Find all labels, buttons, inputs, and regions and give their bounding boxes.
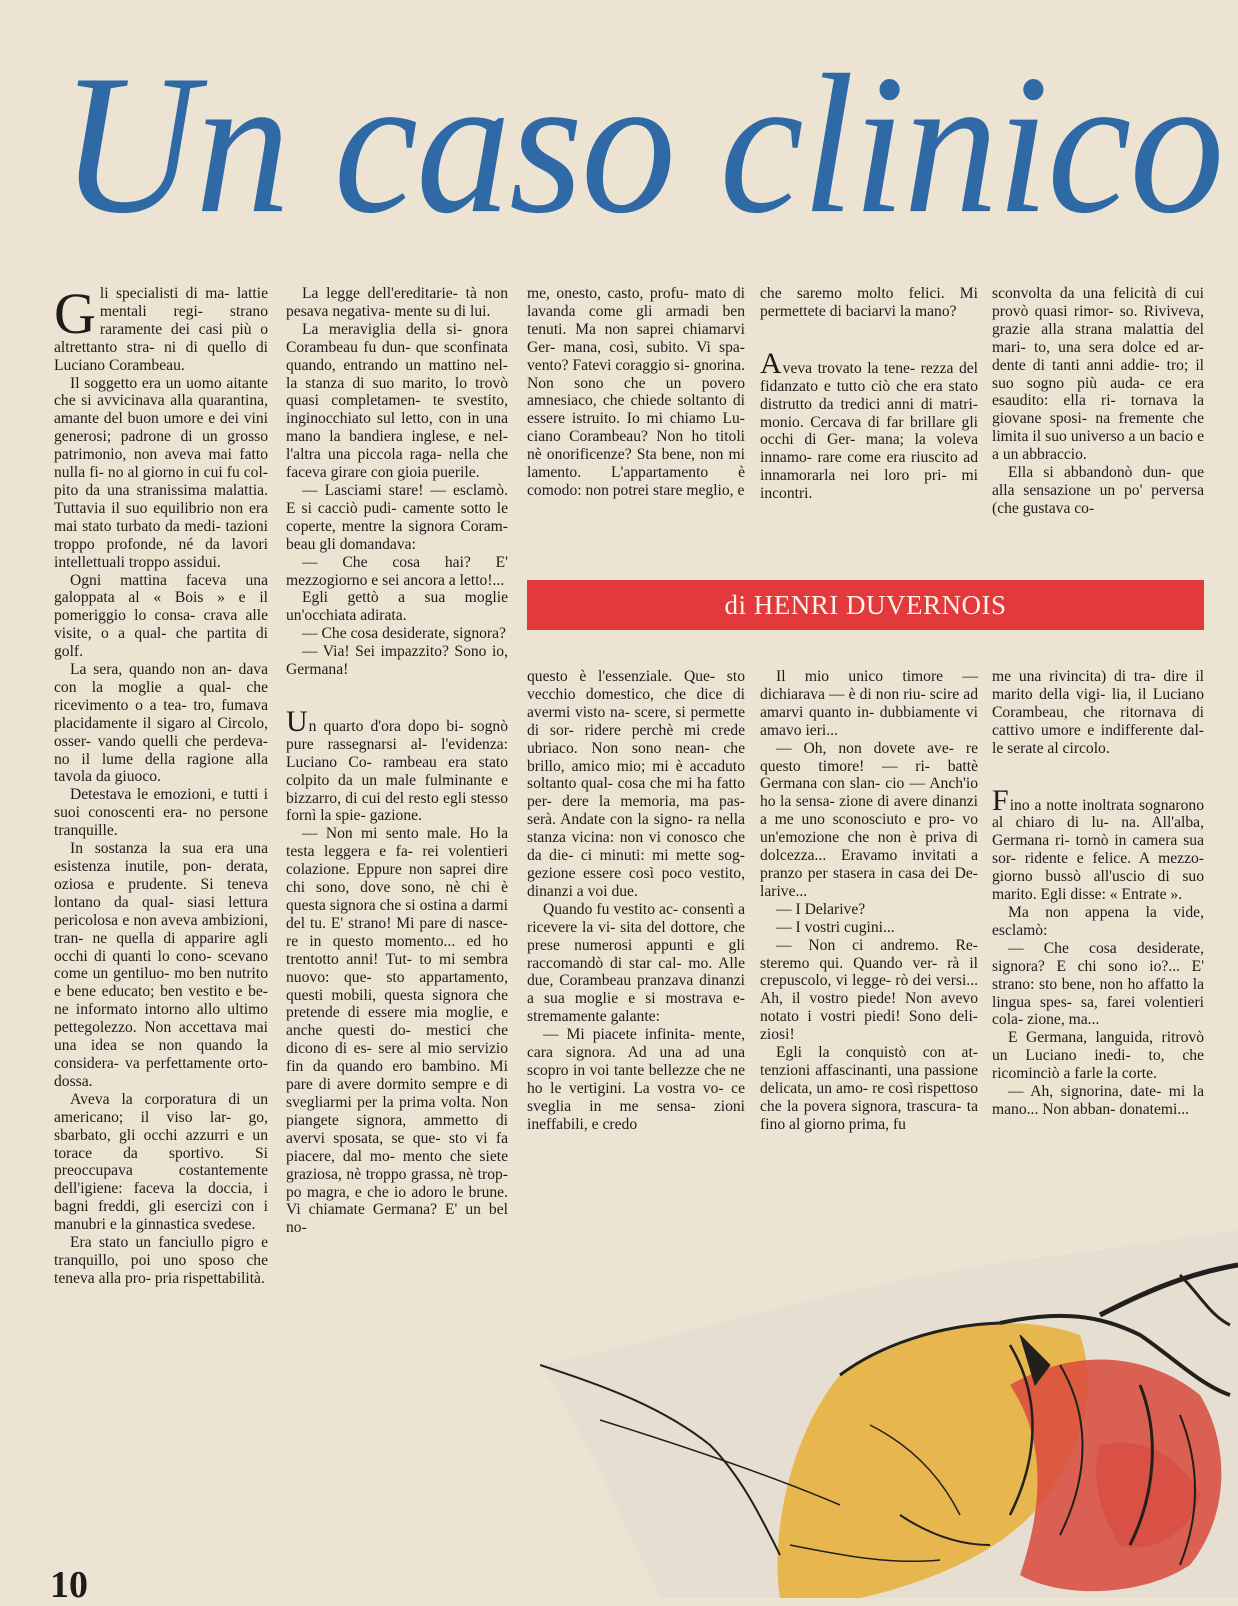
paragraph: Ella si abbandonò dun- que alla sensazione un po' perversa (che gustava co- bbox=[992, 464, 1204, 517]
paragraph: La meraviglia della si- gnora Corambeau fu dun- que sconfinata quando, entrando un mattino nel- la stanza di suo marito, lo trovò quasi completamen- te svestito, inginocchiato sul letto, con in una mano la bandiera inglese, e nel- l'altra una piccola raga- nella che faceva girare con gioia puerile. bbox=[286, 320, 508, 482]
paragraph: — Lasciami stare! — esclamò. E si cacciò pudi- camente sotto le coperte, mentre la signora Coram- beau gli domandava: bbox=[286, 481, 508, 553]
column-1 bbox=[54, 285, 268, 1555]
initial-letter: A bbox=[760, 346, 782, 380]
column-3-top bbox=[527, 285, 745, 557]
paragraph: Egli gettò a sua moglie un'occhiata adirata. bbox=[286, 589, 508, 625]
paragraph: Egli la conquistò con at- tenzioni affascinanti, una passione delicata, un amo- re così rispettoso che la povera signora, trascura- ta fino al giorno prima, fu bbox=[760, 1044, 978, 1133]
paragraph: — Oh, non dovete ave- re questo timore! — ri- battè Germana con slan- cio — Anch'io ho la sensa- zione di avere dinanzi a me uno sconosciuto e pro- vo un'emozione che non è priva di dolcezza... Eravamo invitati a pranzo per stasera in casa dei De- larive... bbox=[760, 739, 978, 900]
paragraph: La sera, quando non an- dava con la moglie a qual- che ricevimento o a tea- tro, fumava placidamente il sigaro al Circolo, osser- vando quelli che perdeva- no il lume della ragione alla tavola da giuoco. bbox=[54, 661, 268, 786]
author-byline: di HENRI DUVERNOIS bbox=[724, 589, 1007, 620]
feet-illustration bbox=[540, 1215, 1238, 1598]
paragraph: Ogni mattina faceva una galoppata al « Bois » e il pomeriggio lo consa- crava alle visite, o a qual- che partita di golf. bbox=[54, 571, 268, 661]
paragraph: — Via! Sei impazzito? Sono io, Germana! bbox=[286, 643, 508, 679]
paragraph: Detestava le emozioni, e tutti i suoi conoscenti era- no persone tranquille. bbox=[54, 786, 268, 840]
paragraph: Il mio unico timore — dichiarava — è di non riu- scire ad amarvi quanto in- dubbiamente vi amavo ieri... bbox=[760, 668, 978, 739]
paragraph: — Non ci andremo. Re- steremo qui. Quando ver- rà il crepuscolo, vi legge- rò dei versi... Ah, il vostro piede! Non avevo notato i vostri piedi! Sono deli- ziosi! bbox=[760, 936, 978, 1044]
paragraph: E Germana, languida, ritrovò un Luciano inedi- to, che ricominciò a farle la corte. bbox=[992, 1029, 1204, 1083]
paragraph: — I vostri cugini... bbox=[776, 918, 895, 936]
column-4-bottom bbox=[760, 668, 978, 1258]
paragraph: questo è l'essenziale. Que- sto vecchio domestico, che dice di avermi visto na- scere, si permette di sor- ridere perchè mi crede ubriaco. Non sono nean- che brillo, amico mio; mi è accaduto soltanto qual- cosa che mi ha fatto per- dere la memoria, ma pas- serà. Andate con la signo- ra nella stanza vicina: non vi conosco che da die- ci minuti: mi mette sog- gezione essere così poco vestito, dinanzi a voi due. bbox=[527, 668, 745, 900]
paragraph: Ma non appena la vide, esclamò: bbox=[992, 903, 1204, 939]
column-5-top bbox=[992, 285, 1204, 557]
page-number: 10 bbox=[50, 1564, 88, 1606]
paragraph: Aveva trovato la tene- rezza del fidanzato e tutto ciò che era stato distrutto da tredici anni di matri- monio. Cercava di far brillare gli occhi di Ger- mana; la voleva innamo- rare come era riuscito ad innamorarla nei loro pri- mi incontri. bbox=[760, 346, 978, 503]
paragraph: In sostanza la sua era una esistenza inutile, pon- derata, oziosa e prudente. Si teneva lontano da qual- siasi lettura pericolosa e non aveva ambizioni, tran- ne quella di apparire agli occhi di quanti lo cono- scevano come un gentiluo- mo ben nutrito e bene educato; ben vestito e be- ne informato intorno allo ultimo pettegolezzo. Non accettava mai una idea se non quando la considera- va perfettamente orto- dossa. bbox=[54, 840, 268, 1090]
paragraph: Era stato un fanciullo pigro e tranquillo, poi uno sposo che teneva alla pro- pria rispettabilità. bbox=[54, 1234, 268, 1287]
paragraph: Quando fu vestito ac- consentì a ricevere la vi- sita del dottore, che prese numerosi appunti e gli raccomandò di star cal- mo. Alle due, Corambeau pranzava dinanzi a sua moglie e si mostrava e- stremamente galante: bbox=[527, 900, 745, 1026]
paragraph: me, onesto, casto, profu- mato di lavanda come gli armadi ben tenuti. Ma non saprei chiamarvi Ger- mana, così, subito. Vi spa- vento? Fatevi coraggio si- gnorina. Non sono che un povero amnesiaco, che chiede soltanto di essere istruito. Io mi chiamo Lu- ciano Corambeau? Non ho titoli nè onorificenze? Sta bene, non mi lamento. L'appartamento è comodo: non potrei stare meglio, e bbox=[527, 285, 745, 499]
paragraph: Aveva la corporatura di un americano; il viso lar- go, sbarbato, gli occhi azzurri e un torace da sportivo. Si preoccupava costantemente dell'igiene: faceva la doccia, i bagni freddi, gli esercizi con i manubri e la ginnastica svedese. bbox=[54, 1090, 268, 1234]
column-5-bottom bbox=[992, 668, 1204, 1258]
article-title: Un caso clinico bbox=[60, 34, 1223, 256]
paragraph: che saremo molto felici. Mi permettete di baciarvi la mano? bbox=[760, 285, 978, 320]
paragraph: — Mi piacete infinita- mente, cara signora. Ad una ad una scopro in voi tante bellezze che ne ho le vertigini. La vostra vo- ce sveglia in me sensa- zioni ineffabili, e credo bbox=[527, 1026, 745, 1133]
paragraph: — Che cosa hai? E' mezzogiorno e sei ancora a letto!... bbox=[286, 553, 508, 589]
column-2 bbox=[286, 285, 508, 1555]
drop-cap: G bbox=[54, 285, 96, 346]
column-3-bottom bbox=[527, 668, 745, 1258]
initial-letter: U bbox=[286, 704, 308, 738]
paragraph: — Ah, signorina, date- mi la mano... Non abban- donatemi... bbox=[992, 1083, 1204, 1118]
byline-band bbox=[527, 580, 1204, 630]
paragraph: me una rivincita) di tra- dire il marito della vigi- lia, il Luciano Corambeau, che ritornava di cattivo umore e indifferente dal- le serate al circolo. bbox=[992, 668, 1204, 757]
paragraph: La legge dell'ereditarie- tà non pesava negativa- mente su di lui. bbox=[286, 285, 508, 320]
paragraph: sconvolta da una felicità di cui provò quasi rimor- so. Riviveva, grazie alla strana malattia del mari- to, una sera dolce ed ar- dente di tanti anni addie- tro; il suo sogno più auda- ce era esaudito: ella ri- tornava la giovane sposi- na fremente che limita il suo universo a un bacio e a un abbraccio. bbox=[992, 285, 1204, 464]
paragraph: Fino a notte inoltrata sognarono al chiaro di lu- na. All'alba, Germana ri- tornò in camera sua sor- ridente e felice. A mezzo- giorno bussò all'uscio di suo marito. Egli disse: « Entrate ». bbox=[992, 783, 1204, 904]
paragraph: — Che cosa desiderate, signora? bbox=[302, 625, 506, 643]
paragraph: — I Delarive? bbox=[776, 900, 866, 918]
initial-letter: F bbox=[992, 783, 1009, 817]
paragraph: Gli specialisti di ma- lattie mentali regi- strano raramente dei casi più o altrettanto stra- ni di quello di Luciano Corambeau. bbox=[54, 285, 268, 374]
column-4-top bbox=[760, 285, 978, 557]
paragraph: Un quarto d'ora dopo bi- sognò pure rassegnarsi al- l'evidenza: Luciano Co- rambeau era stato colpito da un male fulminante e bizzarro, di cui del resto egli stesso fornì la spie- gazione. bbox=[286, 704, 508, 825]
paragraph: — Che cosa desiderate, signora? E chi sono io?... E' strano: sto bene, non ho affatto la lingua spes- sa, farei volentieri cola- zione, ma... bbox=[992, 939, 1204, 1029]
paragraph: — Non mi sento male. Ho la testa leggera e fa- rei volentieri colazione. Eppure non saprei dire chi sono, dove sono, nè chi è questa signora che si ostina a darmi del tu. E' strano! Mi pare di nasce- re in questo momento... ed ho trentotto anni! Tut- to mi sembra nuovo: que- sto appartamento, questi mobili, questa signora che pretende di essere mia moglie, e anche questi do- mestici che dicono di es- sere al mio servizio fin da quando ero bambino. Mi pare di avere dormito sempre e di svegliarmi per la prima volta. Non piangete signora, ammetto di avervi sposata, se que- sto vi fa piacere, dal mo- mento che siete graziosa, nè troppo grassa, nè trop- po magra, e che io adoro le brune. Vi chiamate Germana? E' un bel no- bbox=[286, 825, 508, 1237]
paragraph: Il soggetto era un uomo aitante che si avvicinava alla quarantina, amante del buon umore e dei vini generosi; padrone di un grosso patrimonio, non aveva mai fatto nulla fi- no al giorno in cui fu col- pito da una stranissima malattia. Tuttavia il suo equilibrio non era mai stato turbato da medi- tazioni troppo profonde, né da lavori intellettuali troppo assidui. bbox=[54, 374, 268, 571]
